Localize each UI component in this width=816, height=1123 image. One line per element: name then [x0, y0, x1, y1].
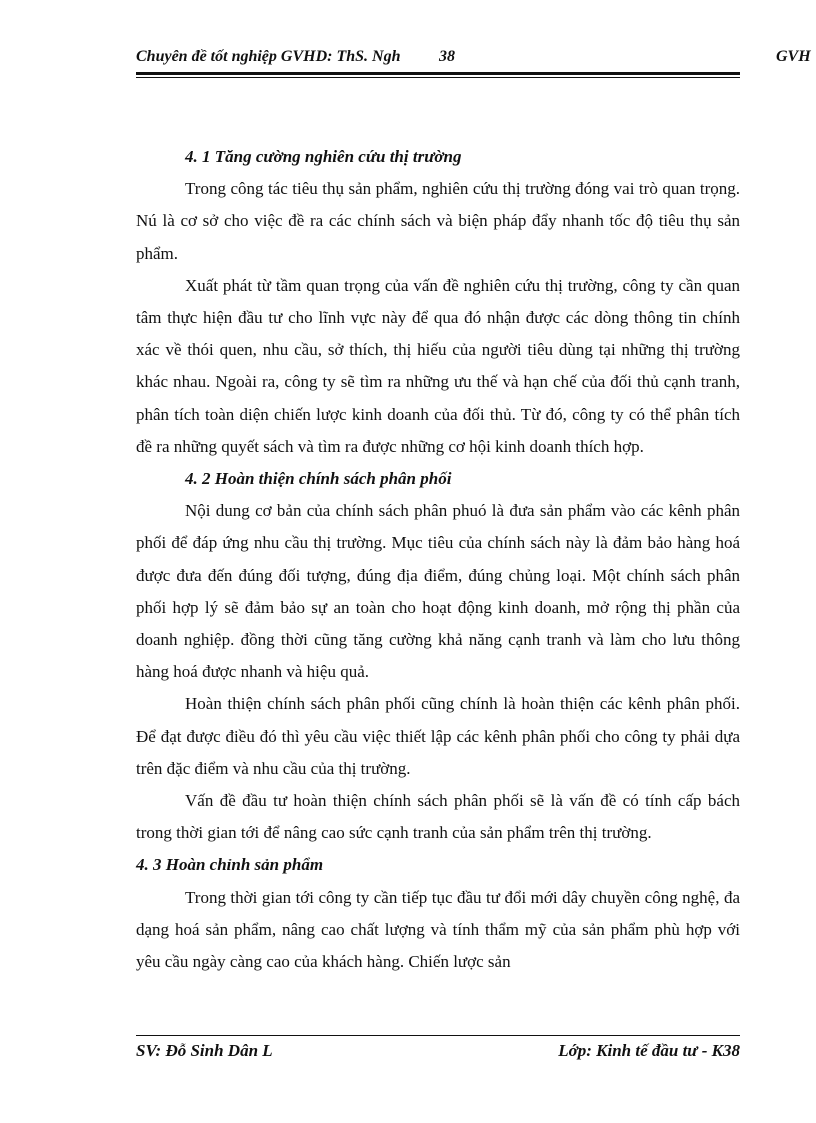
header-title: Chuyên đề tốt nghiệp GVHD: ThS. Ngh [136, 48, 401, 65]
section-heading: 4. 3 Hoàn chỉnh sản phẩm [136, 855, 324, 875]
footer-rule [136, 1035, 740, 1036]
paragraph: Trong thời gian tới công ty cần tiếp tục đầu tư đổi mới dây chuyền công nghệ, đa dạng hoá sản phẩm, nâng cao chất lượng và tính thẩm mỹ của sản phẩm phù hợp với yêu cầu ngày càng cao của khách hàng. Chiến lược sản [136, 887, 740, 972]
footer-student: SV: Đỗ Sinh Dân L [136, 1041, 273, 1060]
paragraph: Nội dung cơ bản của chính sách phân phuó là đưa sản phẩm vào các kênh phân phối để đáp ứng nhu cầu thị trường. Mục tiêu của chính sách này là đảm bảo hàng hoá được đưa đến đúng đối tượng, đúng địa điểm, đúng chủng loại. Một chính sách phân phối hợp lý sẽ đảm bảo sự an toàn cho hoạt động kinh doanh, mở rộng thị phần của doanh nghiệp. đồng thời cũng tăng cường khả năng cạnh tranh và làm cho lưu thông hàng hoá được nhanh và hiệu quả. [136, 501, 740, 682]
paragraph: Trong công tác tiêu thụ sản phẩm, nghiên cứu thị trường đóng vai trò quan trọng. Nú là cơ sở cho việc đề ra các chính sách và biện pháp đẩy nhanh tốc độ tiêu thụ sản phẩm. [136, 179, 740, 263]
section-heading: 4. 1 Tăng cường nghiên cứu thị trường [185, 147, 462, 166]
paragraph: Xuất phát từ tầm quan trọng của vấn đề nghiên cứu thị trường, công ty cần quan tâm thực hiện đầu tư cho lĩnh vực này để qua đó nhận được các dòng thông tin chính xác về thói quen, nhu cầu, sở thích, thị hiếu của người tiêu dùng tại những thị trường khác nhau. Ngoài ra, công ty sẽ tìm ra những ưu thế và hạn chế của đối thủ cạnh tranh, phân tích toàn diện chiến lược kinh doanh của đối thủ. Từ đó, công ty có thể phân tích đề ra những quyết sách và tìm ra được những cơ hội kinh doanh thích hợp. [136, 275, 740, 456]
paragraph: Vấn đề đầu tư hoàn thiện chính sách phân phối sẽ là vấn đề có tính cấp bách trong thời gian tới để nâng cao sức cạnh tranh của sản phẩm trên thị trường. [136, 791, 740, 843]
section-heading: 4. 2 Hoàn thiện chính sách phân phối [185, 469, 452, 489]
footer-class: Lớp: Kinh tế đầu tư - K38 [558, 1041, 740, 1060]
header-title-overflow: GVH [776, 48, 811, 65]
page-number: 38 [439, 48, 455, 65]
header-rule-thick [136, 72, 740, 75]
document-body [136, 141, 740, 978]
header-rule-thin [136, 77, 740, 78]
paragraph: Hoàn thiện chính sách phân phối cũng chính là hoàn thiện các kênh phân phối. Để đạt được điều đó thì yêu cầu việc thiết lập các kênh phân phối cho công ty phải dựa trên đặc điểm và nhu cầu của thị trường. [136, 694, 740, 778]
